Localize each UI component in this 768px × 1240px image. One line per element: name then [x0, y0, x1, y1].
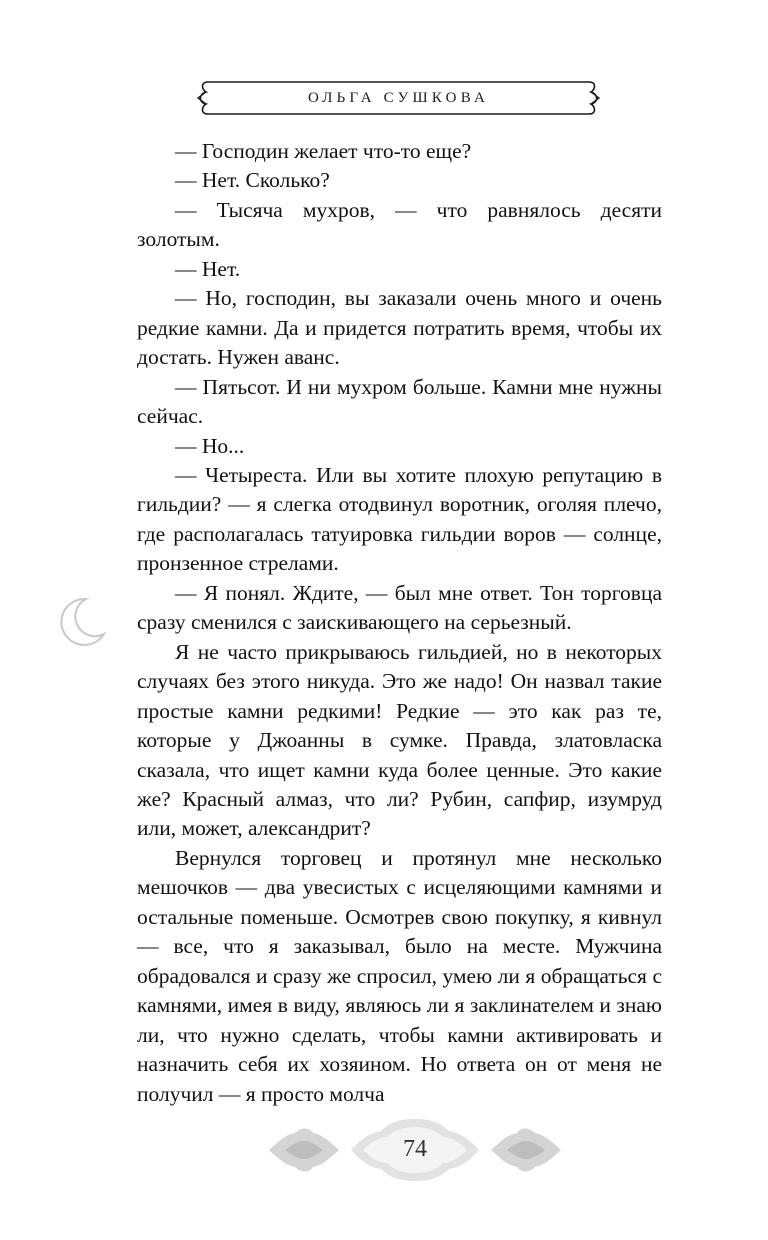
paragraph: — Пятьсот. И ни мухром больше. Камни мне нужны сейчас.	[137, 374, 662, 429]
paragraph: Я не часто прикрываюсь гильдией, но в некоторых случаях без этого никуда. Это же надо! Он назвал такие простые камни редкими! Редкие — это как раз те, которые у Джоанны в сумке. Правда, златовласка сказала, что ищет камни куда более ценные. Это какие же? Красный алмаз, что ли? Рубин, сапфир, изумруд или, может, александрит?	[137, 639, 662, 841]
paragraph: — Я понял. Ждите, — был мне ответ. Тон торговца сразу сменился с заискивающего на серьезный.	[137, 580, 662, 635]
paragraph: — Но...	[175, 433, 245, 458]
paragraph: — Четыреста. Или вы хотите плохую репутацию в гильдии? — я слегка отодвинул воротник, оголяя плечо, где располагалась татуировка гильдии воров — солнце, пронзенное стрелами.	[137, 462, 662, 576]
page-footer	[265, 1117, 565, 1183]
paragraph: — Нет.	[175, 256, 241, 281]
running-title: ОЛЬГА СУШКОВА	[307, 90, 489, 106]
crescent-moon-icon	[56, 596, 108, 648]
paragraph: Вернулся торговец и протянул мне несколько мешочков — два увесистых с исцеляющими камнями и остальные поменьше. Осмотрев свою покупку, я кивнул — все, что я заказывал, было на месте. Мужчина обрадовался и сразу же спросил, умею ли я обращаться с камнями, имея в виду, являюсь ли я заклинателем и знаю ли, что нужно сделать, чтобы камни активировать и назначить себя их хозяином. Но ответа он от меня не получил — я просто молча	[137, 845, 662, 1106]
paragraph: — Господин желает что-то еще?	[175, 139, 472, 163]
body-text	[137, 137, 662, 1109]
paragraph: — Нет. Сколько?	[175, 168, 330, 193]
paragraph: — Но, господин, вы заказали очень много и очень редкие камни. Да и придется потратить время, чтобы их достать. Нужен аванс.	[137, 286, 662, 370]
running-header	[196, 78, 601, 118]
page-number: 74	[403, 1136, 427, 1162]
paragraph: — Тысяча мухров, — что равнялось десяти золотым.	[137, 197, 662, 252]
